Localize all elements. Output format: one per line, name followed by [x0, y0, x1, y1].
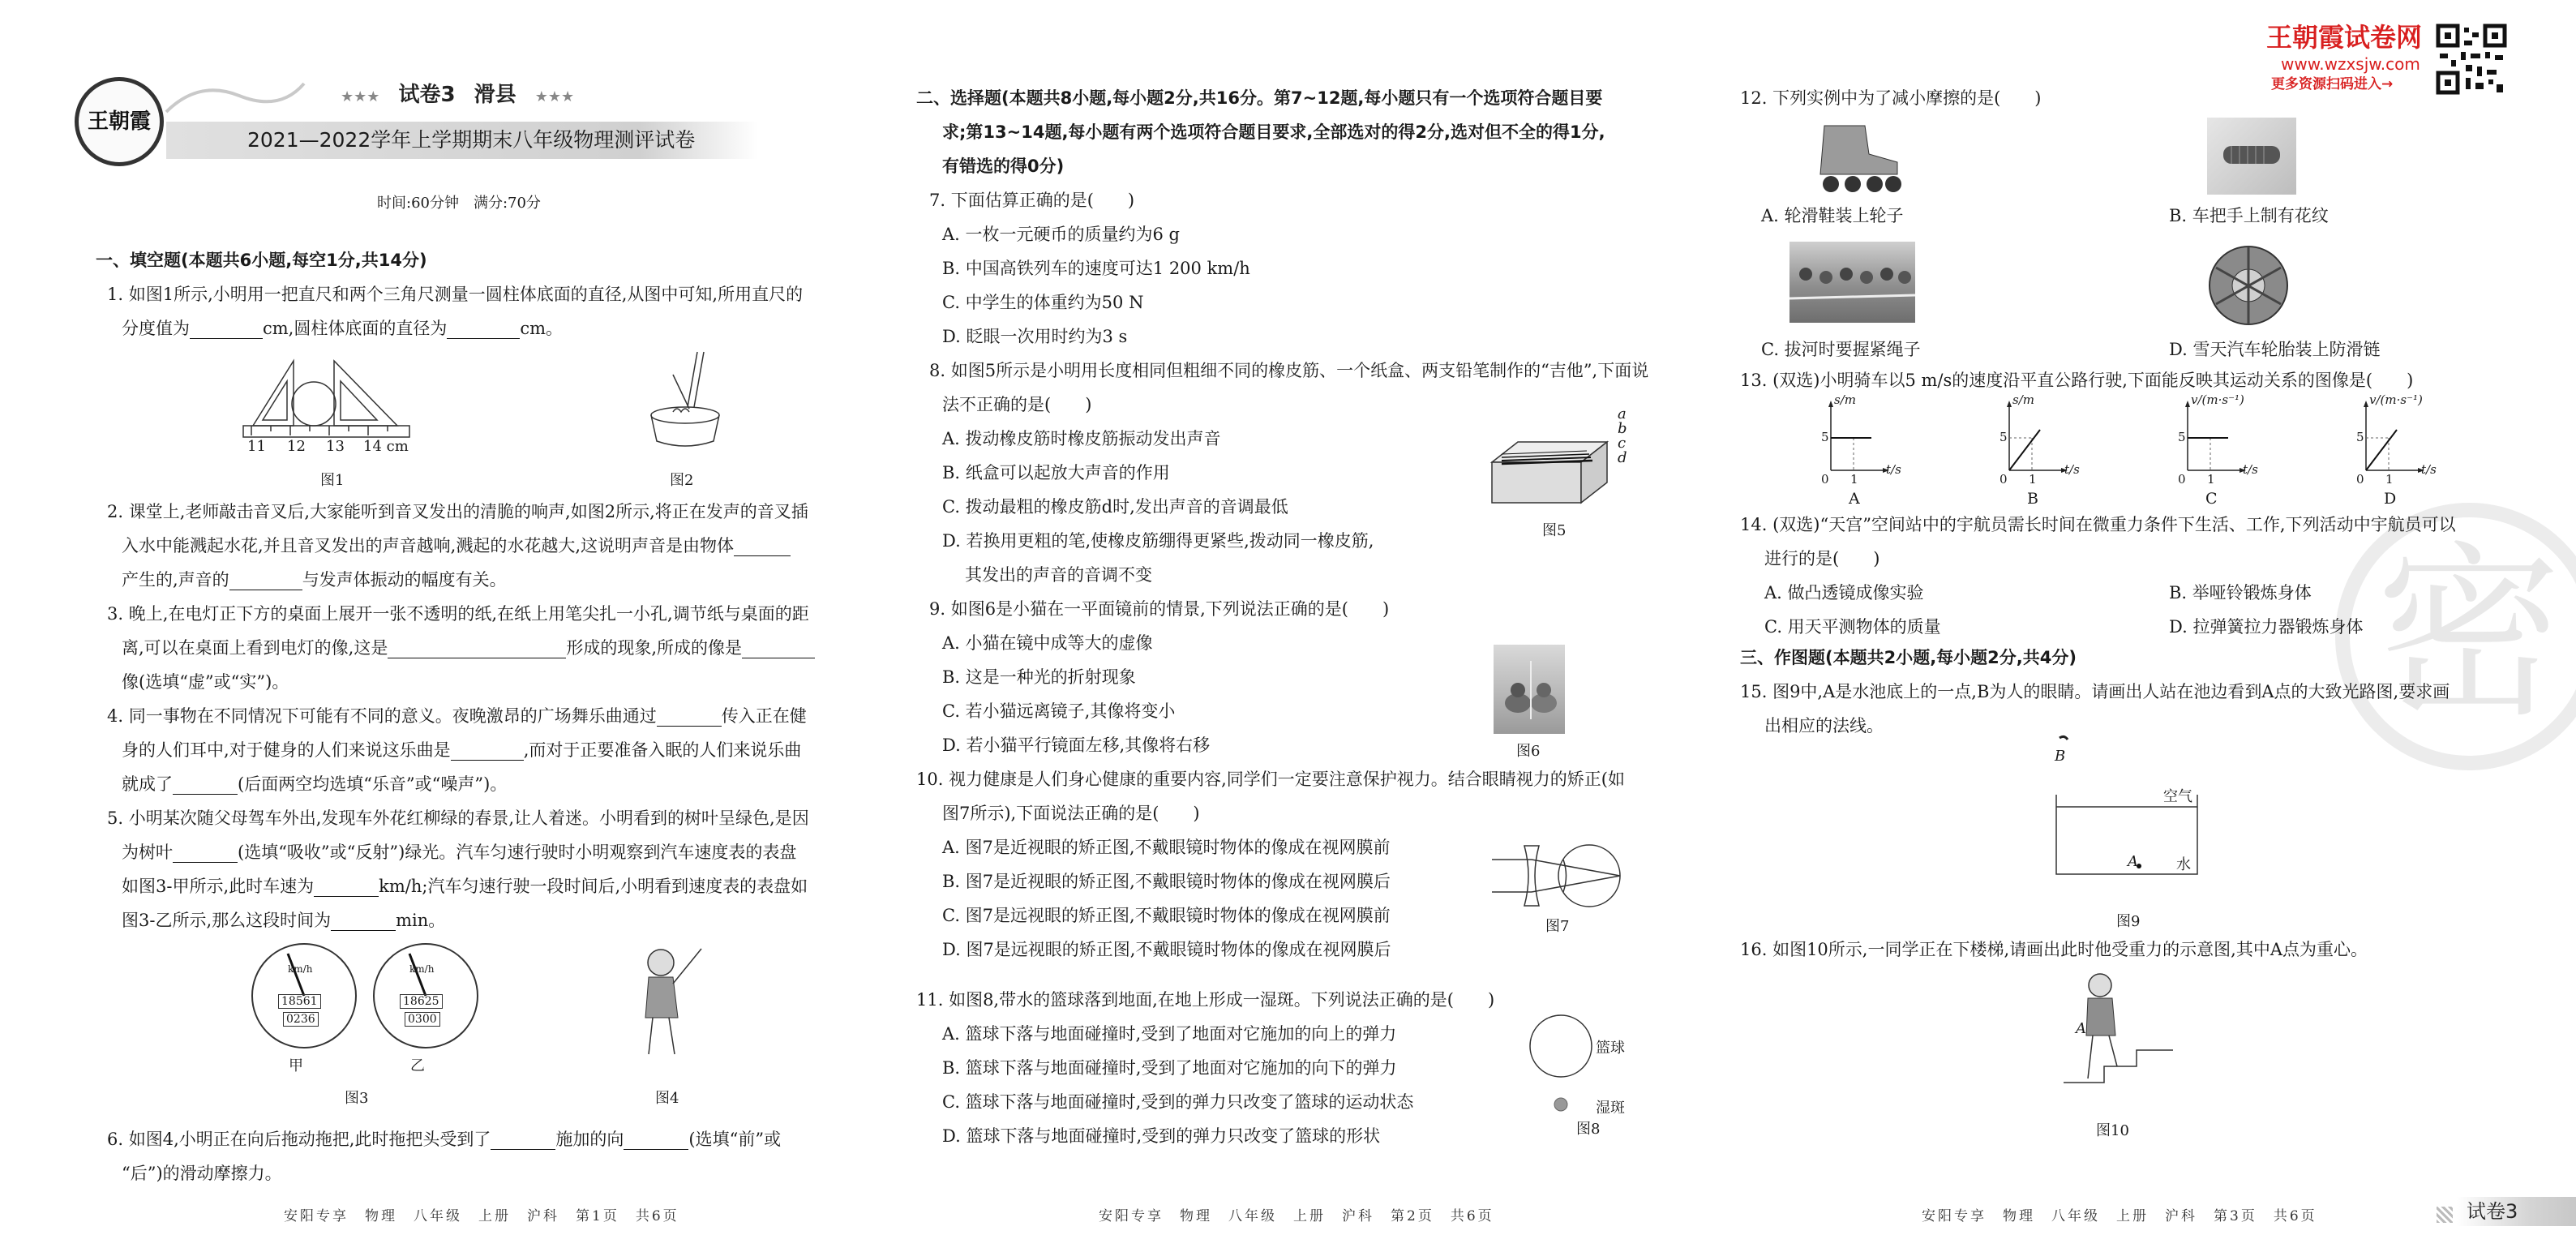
point-a16-label: A [2076, 1020, 2086, 1037]
q5-text-6: min。 [396, 911, 446, 930]
q13-graph-a-tick1: 1 [1850, 472, 1858, 487]
figure6-cat-mirror-photo [1494, 645, 1565, 734]
q10-option-b[interactable]: B. 图7是近视眼的矫正图,不戴眼镜时物体的像成在视网膜后 [942, 872, 1391, 891]
q2-line-a: 2. 课堂上,老师敲击音叉后,大家能听到音叉发出的清脆的响声,如图2所示,将正在发声的音叉插 [107, 502, 808, 521]
q13-graph-b-axes [2001, 397, 2107, 482]
q13-graph-c-axes [2180, 397, 2285, 482]
q13-graph-d-ylabel: v/(m·s⁻¹) [2369, 392, 2423, 407]
q10-option-c[interactable]: C. 图7是远视眼的矫正图,不戴眼镜时物体的像成在视网膜前 [942, 906, 1391, 925]
q4-text-1: 4. 同一事物在不同情况下可能有不同的意义。夜晚激昂的广场舞乐曲通过 [107, 706, 657, 726]
q2-blank-2[interactable] [229, 569, 302, 590]
fig6-caption: 图6 [1516, 743, 1541, 760]
crowd-icon [1789, 242, 1915, 323]
q9-option-b[interactable]: B. 这是一种光的折射现象 [942, 667, 1136, 687]
q8-option-d-a[interactable]: D. 若换用更粗的笔,使橡皮筋绷得更紧些,拨动同一橡皮筋, [942, 531, 1374, 551]
q7-option-b[interactable]: B. 中国高铁列车的速度可达1 200 km/h [942, 259, 1250, 278]
fig4-caption: 图4 [655, 1090, 679, 1107]
q14-option-c[interactable]: C. 用天平测物体的质量 [1764, 617, 1941, 637]
figure1-ruler-diagram [243, 357, 422, 450]
q8-stem-a: 8. 如图5所示是小明用长度相同但粗细不同的橡皮筋、一个纸盒、两支铅笔制作的“吉他”,下面说 [929, 361, 1649, 380]
q5-blank-2[interactable] [314, 876, 379, 897]
q8-string-b: b [1618, 420, 1627, 437]
q1-text-2: cm,圆柱体底面的直径为 [263, 319, 448, 338]
speedometer-b-odometer: 18625 [400, 994, 443, 1009]
q11-option-d[interactable]: D. 篮球下落与地面碰撞时,受到的弹力只改变了篮球的形状 [942, 1126, 1381, 1146]
q13-graph-b-label[interactable]: B [2027, 490, 2038, 508]
q14-stem-b: 进行的是( ) [1764, 549, 1880, 568]
speedometer-a-unit: km/h [288, 963, 313, 975]
q8-string-a: a [1618, 405, 1627, 422]
q10-option-a[interactable]: A. 图7是近视眼的矫正图,不戴眼镜时物体的像成在视网膜前 [942, 838, 1391, 857]
q13-graph-d-tick5: 5 [2356, 430, 2364, 444]
q13-graph-d-tick1: 1 [2385, 472, 2394, 487]
paper-title-line [341, 78, 574, 114]
q15-line-a: 15. 图9中,A是水池底上的一点,B为人的眼睛。请画出人站在池边看到A点的大致光路图,要求画 [1740, 682, 2450, 701]
q13-graph-c-ylabel: v/(m·s⁻¹) [2191, 392, 2244, 407]
fig3-caption: 图3 [345, 1090, 369, 1107]
qr-code-icon [2437, 24, 2506, 94]
q5-text-4: km/h;汽车匀速行驶一段时间后,小明看到速度表的表盘如 [379, 877, 808, 896]
q6-text-3: (选填“前”或 [688, 1130, 782, 1149]
section2-heading-b: 求;第13~14题,每小题有两个选项符合题目要求,全部选对的得2分,选对但不全的得1分, [942, 122, 1605, 142]
q13-graph-b-tick1: 1 [2029, 472, 2037, 487]
q6-line-b: “后”)的滑动摩擦力。 [122, 1164, 282, 1183]
q4-text-6: (后面两空均选填“乐音”或“噪声”)。 [238, 774, 508, 794]
q12-option-d[interactable]: D. 雪天汽车轮胎装上防滑链 [2169, 340, 2381, 359]
q15-line-b: 出相应的法线。 [1764, 716, 1884, 735]
q13-graph-b-origin: 0 [2000, 472, 2008, 487]
inline-skate-photo [1808, 118, 1909, 195]
point-a-label: A [2128, 853, 2138, 870]
q3-line-c: 像(选填“虚”或“实”)。 [122, 672, 289, 692]
q13-graph-d-xlabel: t/s [2421, 462, 2437, 477]
q5-blank-3[interactable] [331, 910, 396, 931]
speedometer-b [369, 939, 482, 1053]
decorative-ribbon-icon [166, 71, 304, 128]
water-label: 水 [2176, 856, 2191, 873]
q13-stem: 13. (双选)小明骑车以5 m/s的速度沿平直公路行驶,下面能反映其运动关系的图像是( ) [1740, 371, 2414, 390]
brand-name: 王朝霞试卷网 [2266, 22, 2423, 53]
q8-option-b[interactable]: B. 纸盒可以起放大声音的作用 [942, 463, 1170, 482]
q13-graph-c-xlabel: t/s [2243, 462, 2258, 477]
q5-text-5: 图3-乙所示,那么这段时间为 [122, 911, 332, 930]
q4-text-3: 身的人们耳中,对于健身的人们来说这乐曲是 [122, 740, 451, 760]
q2-text-3: 与发声体振动的幅度有关。 [302, 570, 507, 590]
q3-line-a: 3. 晚上,在电灯正下方的桌面上展开一张不透明的纸,在纸上用笔尖扎一小孔,调节纸与桌面的距 [107, 604, 809, 624]
brand-block [2266, 21, 2422, 94]
section2-heading-a: 二、选择题(本题共8小题,每小题2分,共16分。第7~12题,每小题只有一个选项符合题目要 [916, 88, 1603, 108]
q7-option-a[interactable]: A. 一枚一元硬币的质量约为6 g [942, 225, 1180, 244]
q2-line-c [122, 563, 507, 597]
q3-text-1: 离,可以在桌面上看到电灯的像,这是 [122, 638, 388, 658]
q13-graph-b-tick5: 5 [2000, 430, 2008, 444]
q9-option-d[interactable]: D. 若小猫平行镜面左移,其像将右移 [942, 735, 1211, 755]
q11-option-b[interactable]: B. 篮球下落与地面碰撞时,受到了地面对它施加的向下的弹力 [942, 1058, 1397, 1078]
point-b-label: B [2055, 748, 2066, 765]
time-info: 时间:60分钟 满分:70分 [377, 195, 541, 212]
q5-line-d [122, 903, 445, 937]
q5-text-3: 如图3-甲所示,此时车速为 [122, 877, 315, 896]
figure5-box-guitar-diagram [1485, 422, 1615, 511]
bike-handle-photo [2207, 118, 2296, 195]
q13-graph-a-ylabel: s/m [1834, 392, 1856, 407]
q5-line-b [122, 835, 796, 869]
q11-stem: 11. 如图8,带水的篮球落到地面,在地上形成一湿斑。下列说法正确的是( ) [916, 990, 1495, 1010]
q11-option-c[interactable]: C. 篮球下落与地面碰撞时,受到的弹力只改变了篮球的运动状态 [942, 1092, 1414, 1112]
q12-option-b[interactable]: B. 车把手上制有花纹 [2169, 206, 2329, 225]
q10-stem-b: 图7所示),下面说法正确的是( ) [942, 804, 1200, 823]
brand-url: www.wzxsjw.com [2281, 54, 2420, 74]
q1-blank-2[interactable] [447, 318, 520, 339]
q5-text-2: (选填“吸收”或“反射”)绿光。汽车匀速行驶时小明观察到汽车速度表的表盘 [238, 843, 797, 862]
ruler-tick-11: 11 [247, 438, 266, 455]
q4-blank-1[interactable] [657, 705, 722, 727]
q14-stem-a: 14. (双选)“天宫”空间站中的宇航员需长时间在微重力条件下生活、工作,下列活动中宇航员可以 [1740, 515, 2456, 534]
q2-text-1: 入水中能溅起水花,并且音叉发出的声音越响,溅起的水花越大,这说明声音是由物体 [122, 536, 735, 555]
fig8-caption: 图8 [1576, 1121, 1601, 1138]
q9-stem: 9. 如图6是小猫在一平面镜前的情景,下列说法正确的是( ) [929, 599, 1390, 619]
section1-heading: 一、填空题(本题共6小题,每空1分,共14分) [96, 251, 427, 270]
seal-watermark: 密 [2335, 503, 2576, 770]
q8-option-d-b: 其发出的声音的音调不变 [965, 565, 1152, 585]
ruler-tick-14: 14 cm [363, 438, 409, 455]
logo-badge [75, 77, 164, 166]
q1-blank-1[interactable] [190, 318, 263, 339]
q12-stem: 12. 下列实例中为了减小摩擦的是( ) [1740, 88, 2042, 108]
q14-option-b[interactable]: B. 举哑铃锻炼身体 [2169, 583, 2312, 602]
fig10-caption: 图10 [2096, 1122, 2129, 1139]
stars-right-icon: ★★★ [534, 88, 575, 105]
handle-grip-icon [2207, 118, 2296, 195]
tug-of-war-photo [1789, 242, 1915, 323]
speedometer-a-trip: 0236 [283, 1012, 319, 1027]
q4-text-5: 就成了 [122, 774, 173, 794]
ruler-tick-12: 12 [287, 438, 306, 455]
fig9-caption: 图9 [2116, 913, 2141, 930]
q13-graph-a-origin: 0 [1821, 472, 1829, 487]
q4-text-4: ,而对于正要准备入眠的人们来说乐曲 [523, 740, 802, 760]
q13-graph-c-tick1: 1 [2207, 472, 2215, 487]
q13-graph-d-origin: 0 [2356, 472, 2364, 487]
q3-blank-1[interactable] [388, 637, 566, 658]
q1-line-b [122, 311, 563, 345]
speedometer-b-unit: km/h [409, 963, 435, 975]
q13-graph-c [2165, 392, 2295, 515]
q13-graph-d [2343, 392, 2473, 515]
q4-text-2: 传入正在健 [721, 706, 807, 726]
q1-text-3: cm。 [520, 319, 564, 338]
footer-page3: 安阳专享 物理 八年级 上册 沪科 第3页 共6页 [1922, 1208, 2317, 1224]
q13-graph-c-origin: 0 [2178, 472, 2186, 487]
q13-graph-b [1987, 392, 2116, 515]
q6-blank-2[interactable] [624, 1129, 688, 1150]
fig1-caption: 图1 [320, 472, 345, 489]
paper-badge [2457, 1197, 2576, 1226]
q6-text-1: 6. 如图4,小明正在向后拖动拖把,此时拖把头受到了 [107, 1130, 491, 1149]
figure7-eye-lens-diagram [1492, 839, 1630, 912]
q7-option-c[interactable]: C. 中学生的体重约为50 N [942, 293, 1144, 312]
footer-page1: 安阳专享 物理 八年级 上册 沪科 第1页 共6页 [284, 1208, 679, 1224]
wet-spot-label: 湿斑 [1596, 1100, 1625, 1117]
q9-option-a[interactable]: A. 小猫在镜中成等大的虚像 [942, 633, 1153, 653]
exam-title: 2021—2022学年上学期期末八年级物理测评试卷 [247, 128, 696, 152]
figure2-tuning-fork-diagram [641, 350, 730, 452]
fig2-caption: 图2 [670, 472, 694, 489]
q10-stem-a: 10. 视力健康是人们身心健康的重要内容,同学们一定要注意保护视力。结合眼睛视力的矫正(如 [916, 770, 1625, 789]
fig5-caption: 图5 [1542, 522, 1567, 539]
q4-blank-3[interactable] [173, 774, 238, 795]
q8-string-c: c [1618, 435, 1627, 452]
q10-option-d[interactable]: D. 图7是远视眼的矫正图,不戴眼镜时物体的像成在视网膜后 [942, 940, 1391, 959]
q4-line-a [107, 699, 807, 733]
q5-text-1: 为树叶 [122, 843, 173, 862]
q13-graphs-row [1808, 392, 2489, 515]
q5-blank-1[interactable] [173, 842, 238, 863]
q4-line-c [122, 767, 507, 801]
brand-scan: 更多资源扫码进入→ [2271, 76, 2394, 92]
q12-option-c[interactable]: C. 拔河时要握紧绳子 [1761, 340, 1921, 359]
q13-graph-a-tick5: 5 [1821, 430, 1829, 444]
q5-line-a: 5. 小明某次随父母驾车外出,发现车外花红柳绿的春景,让人着迷。小明看到的树叶呈绿色,是因 [107, 808, 809, 828]
q16-line: 16. 如图10所示,一同学正在下楼梯,请画出此时他受重力的示意图,其中A点为重心。 [1740, 940, 2368, 959]
county-label: 滑县 [474, 83, 516, 107]
q2-blank-1[interactable] [734, 535, 791, 556]
q6-line-a [107, 1122, 781, 1156]
speedometer-a-odometer: 18561 [278, 994, 321, 1009]
q2-line-b [122, 529, 791, 563]
logo-text: 王朝霞 [87, 109, 151, 134]
paper-badge-label: 试卷3 [2467, 1200, 2518, 1223]
q11-option-a[interactable]: A. 篮球下落与地面碰撞时,受到了地面对它施加的向上的弹力 [942, 1024, 1397, 1044]
q14-option-d[interactable]: D. 拉弹簧拉力器锻炼身体 [2169, 617, 2364, 637]
q13-graph-d-label[interactable]: D [2384, 490, 2397, 508]
q13-graph-b-line [2009, 430, 2040, 470]
q8-string-d: d [1618, 449, 1627, 466]
q3-text-2: 形成的现象,所成的像是 [566, 638, 743, 658]
q2-text-2: 产生的,声音的 [122, 570, 229, 590]
q6-text-2: 施加的向 [555, 1130, 624, 1149]
q13-graph-d-axes [2358, 397, 2463, 482]
paper-label: 试卷3 [398, 83, 456, 107]
q13-graph-b-xlabel: t/s [2064, 462, 2080, 477]
q9-option-c[interactable]: C. 若小猫远离镜子,其像将变小 [942, 701, 1176, 721]
q13-graph-c-tick5: 5 [2178, 430, 2186, 444]
q8-stem-b: 法不正确的是( ) [942, 395, 1092, 414]
q7-stem: 7. 下面估算正确的是( ) [929, 191, 1135, 210]
cat-icon [1494, 645, 1565, 734]
q4-line-b [122, 733, 801, 767]
speedometer-a-label: 甲 [289, 1057, 303, 1074]
q8-option-a[interactable]: A. 拨动橡皮筋时橡皮筋振动发出声音 [942, 429, 1221, 448]
q13-graph-a [1808, 392, 1938, 515]
q3-blank-2[interactable] [742, 637, 815, 658]
q13-graph-b-ylabel: s/m [2012, 392, 2034, 407]
air-label: 空气 [2163, 788, 2192, 805]
q5-line-c [122, 869, 808, 903]
q13-graph-c-label[interactable]: C [2205, 490, 2218, 508]
ball-label: 篮球 [1596, 1040, 1625, 1057]
figure8-basketball-diagram [1524, 1014, 1597, 1115]
q4-blank-2[interactable] [451, 740, 524, 761]
q7-option-d[interactable]: D. 眨眼一次用时约为3 s [942, 327, 1128, 346]
q13-graph-a-label[interactable]: A [1849, 490, 1860, 508]
q6-blank-1[interactable] [491, 1129, 555, 1150]
q3-line-b [122, 631, 815, 665]
q8-option-c[interactable]: C. 拨动最粗的橡皮筋d时,发出声音的音调最低 [942, 497, 1288, 517]
q1-line-a: 1. 如图1所示,小明用一把直尺和两个三角尺测量一圆柱体底面的直径,从图中可知,所用直尺的 [107, 285, 804, 304]
speedometer-b-label: 乙 [410, 1057, 425, 1074]
ruler-tick-13: 13 [326, 438, 345, 455]
speedometer-a [247, 939, 361, 1053]
snow-chain-tire-photo [2204, 243, 2293, 328]
q13-graph-d-line [2366, 430, 2397, 470]
q13-graph-a-axes [1823, 397, 1928, 482]
section3-heading: 三、作图题(本题共2小题,每小题2分,共4分) [1740, 648, 2077, 667]
q12-option-a[interactable]: A. 轮滑鞋装上轮子 [1761, 206, 1904, 225]
stars-left-icon: ★★★ [341, 88, 380, 105]
fig7-caption: 图7 [1545, 918, 1570, 935]
figure4-boy-mopping-diagram [632, 945, 705, 1066]
q13-graph-a-xlabel: t/s [1886, 462, 1901, 477]
badge-deco [2437, 1207, 2453, 1223]
section2-heading-c: 有错选的得0分) [942, 157, 1065, 176]
speedometer-b-trip: 0300 [405, 1012, 440, 1027]
q14-option-a[interactable]: A. 做凸透镜成像实验 [1764, 583, 1924, 602]
q1-text-1: 分度值为 [122, 319, 190, 338]
footer-page2: 安阳专享 物理 八年级 上册 沪科 第2页 共6页 [1099, 1208, 1494, 1224]
